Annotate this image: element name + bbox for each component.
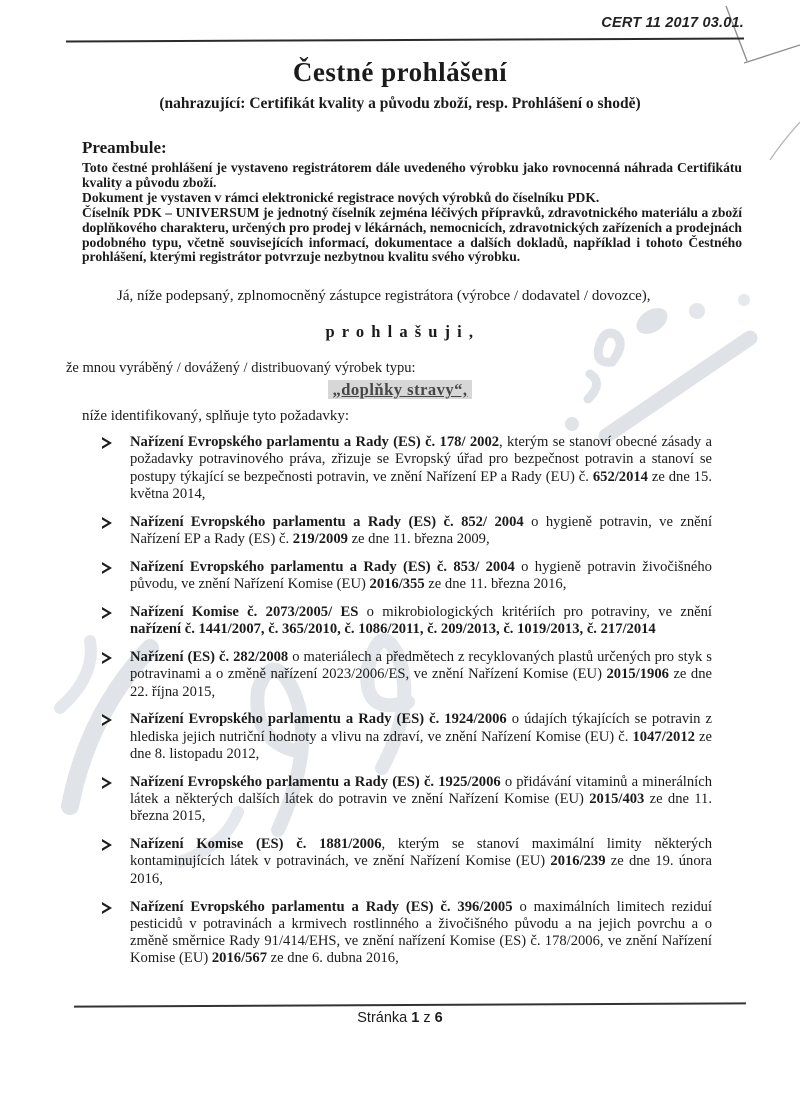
arrow-bullet-icon xyxy=(102,902,112,914)
arrow-bullet-icon xyxy=(102,437,112,449)
footer-rule xyxy=(74,1002,746,1007)
regulations-list xyxy=(100,434,712,978)
arrow-bullet-icon xyxy=(102,714,112,726)
arrow-bullet-icon xyxy=(102,839,112,851)
arrow-bullet-icon xyxy=(102,777,112,789)
regulation-text: Nařízení Evropského parlamentu a Rady (ES) č. 853/ 2004 o hygieně potravin živočišného původu, ve znění Nařízení Komise (EU) 2016/355 ze dne 11. března 2016, xyxy=(130,558,712,593)
arrow-bullet-icon xyxy=(102,517,112,529)
regulation-item xyxy=(100,559,712,594)
regulation-item xyxy=(100,711,712,763)
product-intro: že mnou vyráběný / dovážený / distribuovaný výrobek typu: xyxy=(66,360,416,376)
regulation-text: Nařízení Evropského parlamentu a Rady (ES) č. 178/ 2002, kterým se stanoví obecné zásady a požadavky potravinového práva, zřizuje se Evropský úřad pro bezpečnost potravin a stanoví se postupy týkající se bezpečnosti potravin, ve znění Nařízení EP a Rady (EU) č. 652/2014 ze dne 15. května 2014, xyxy=(130,434,712,502)
page-number: 1 xyxy=(411,1010,420,1026)
arrow-bullet-icon xyxy=(102,562,112,574)
declaration-intro: Já, níže podepsaný, zplnomocněný zástupce registrátora (výrobce / dodavatel / dovozce), xyxy=(117,288,651,304)
preamble-heading: Preambule: xyxy=(82,138,167,157)
regulation-item xyxy=(100,899,712,968)
regulation-text: Nařízení Komise (ES) č. 1881/2006, kterým se stanoví maximální limity některých kontaminujících látek v potravinách, ve znění Nařízení Komise (EU) 2016/239 ze dne 19. února 2016, xyxy=(130,836,712,887)
preamble-paragraph: Číselník PDK – UNIVERSUM je jednotný číselník zejména léčivých přípravků, zdravotnického materiálu a zboží doplňkového charakteru, určených pro prodej v lékárnách, nemocnicích, zdravotnických zařízeních a prodejnách podobného typu, včetně souvisejících informací, dokumentace a dalších dokladů, například i tohoto Čestného prohlášení, kterými registrátor potvrzuje nezbytnou kvalitu svého výrobku. xyxy=(82,204,742,265)
regulation-item xyxy=(100,649,712,701)
requirements-intro: níže identifikovaný, splňuje tyto požadavky: xyxy=(82,408,350,424)
regulation-text: Nařízení Evropského parlamentu a Rady (ES) č. 1924/2006 o údajích týkajících se potravin z hlediska jejich nutriční hodnoty a vlivu na zdraví, ve znění Nařízení Komise (EU) č. 1047/2012 ze dne 8. listopadu 2012, xyxy=(130,711,713,762)
page-indicator-label: Stránka xyxy=(357,1010,408,1026)
page-total: 6 xyxy=(434,1010,443,1026)
product-type-line xyxy=(0,380,800,400)
regulation-item xyxy=(100,836,712,888)
regulation-item xyxy=(100,604,712,639)
regulation-text: Nařízení (ES) č. 282/2008 o materiálech a předmětech z recyklovaných plastů určených pro styk s potravinami a o změně nařízení 2023/2006/ES, ve znění Nařízení Komise (EU) 2015/1906 ze dne 22. října 2015, xyxy=(130,648,712,700)
arrow-bullet-icon xyxy=(102,607,112,619)
preamble-section xyxy=(82,138,742,265)
regulation-item xyxy=(100,774,712,826)
regulation-item xyxy=(100,434,712,503)
page-indicator xyxy=(0,1010,800,1026)
preamble-paragraph: Dokument je vystaven v rámci elektronické registrace nových výrobků do číselníku PDK. xyxy=(82,189,600,205)
regulation-text: Nařízení Evropského parlamentu a Rady (ES) č. 1925/2006 o přidávání vitaminů a minerálních látek a některých dalších látek do potravin ve znění Nařízení Komise (EU) 2015/403 ze dne 11. března 2015, xyxy=(130,773,712,825)
regulation-item xyxy=(100,514,712,549)
regulation-text: Nařízení Evropského parlamentu a Rady (ES) č. 396/2005 o maximálních limitech reziduí pesticidů v potravinách a krmivech rostlinného a živočišného původu a na jejich povrchu a o změně směrnice Rady 91/414/EHS, ve znění nařízení Komise (ES) č. 178/2006, ve znění Nařízení Komise (EU) 2016/567 ze dne 6. dubna 2016, xyxy=(130,898,712,967)
regulation-text: Nařízení Komise č. 2073/2005/ ES o mikrobiologických kritériích pro potraviny, ve znění nařízení č. 1441/2007, č. 365/2010, č. 1086/2011, č. 209/2013, č. 1019/2013, č. 217/2014 xyxy=(130,603,712,638)
document-code: CERT 11 2017 03.01. xyxy=(601,15,744,31)
page-indicator-separator: z xyxy=(423,1010,431,1026)
page-subtitle: (nahrazující: Certifikát kvality a původu zboží, resp. Prohlášení o shodě) xyxy=(159,95,641,112)
header-rule xyxy=(66,38,744,43)
page-title: Čestné prohlášení xyxy=(292,57,508,87)
regulation-text: Nařízení Evropského parlamentu a Rady (ES) č. 852/ 2004 o hygieně potravin, ve znění Nařízení EP a Rady (ES) č. 219/2009 ze dne 11. března 2009, xyxy=(130,513,712,547)
preamble-paragraph: Toto čestné prohlášení je vystaveno registrátorem dále uvedeného výrobku jako rovnocenná náhrada Certifikátu kvality a původu zboží. xyxy=(82,160,742,190)
arrow-bullet-icon xyxy=(102,652,112,664)
product-type-highlight: „doplňky stravy“, xyxy=(328,380,471,399)
declaration-verb: p r o h l a š u j i , xyxy=(325,322,475,341)
